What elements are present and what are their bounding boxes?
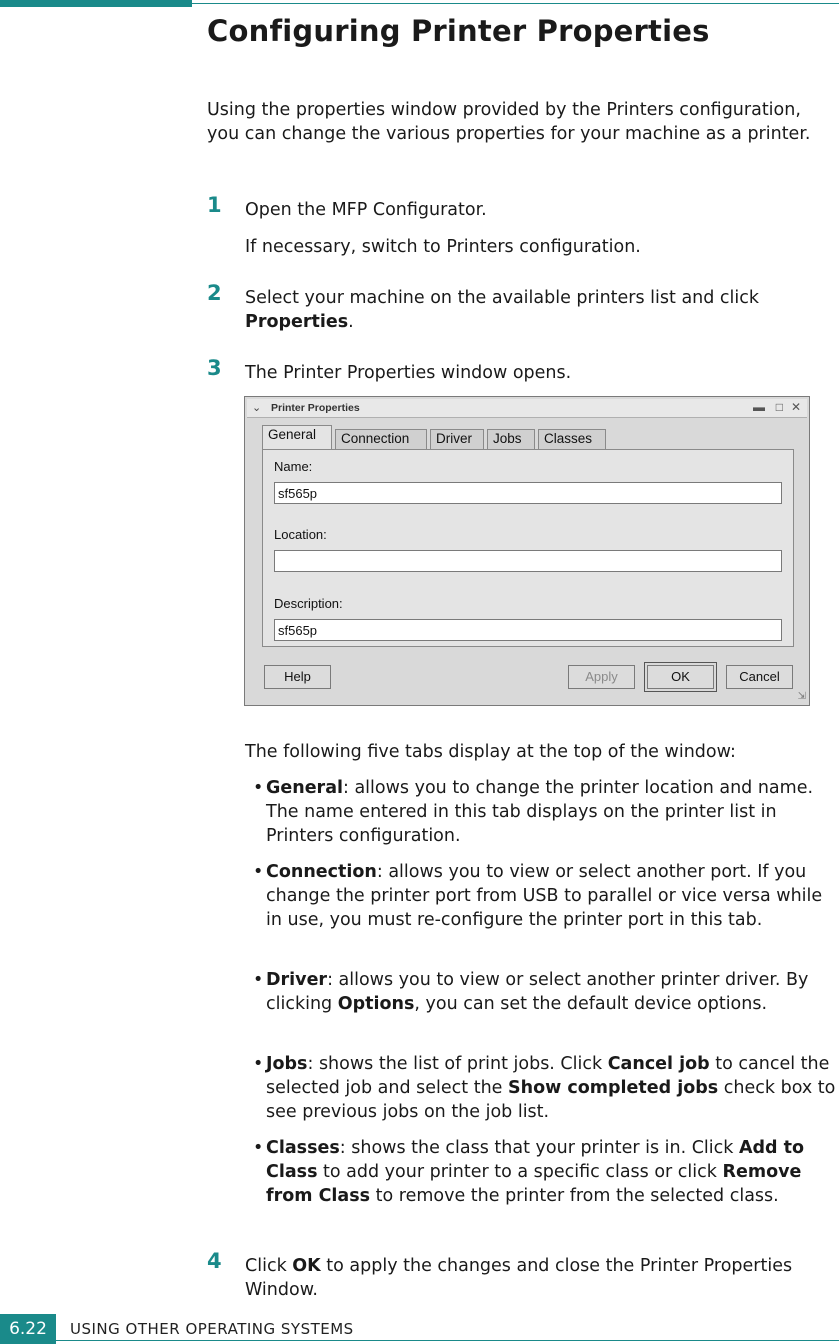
bullet-icon: • (253, 1054, 264, 1074)
header-rule (192, 3, 839, 4)
printer-properties-dialog (244, 396, 810, 706)
bullet-connection: Connection: allows you to view or select another port. If you change the printer port from USB to parallel or vice versa while in use, you must re-configure the printer port in this tab. (266, 862, 823, 930)
step-3-number: 3 (207, 356, 222, 380)
step-1-number: 1 (207, 193, 222, 217)
page-number: 6.22 (0, 1314, 56, 1344)
maximize-icon[interactable]: □ (775, 400, 783, 414)
tab-general[interactable]: General (262, 425, 332, 450)
description-label: Description: (274, 596, 343, 611)
ok-term: OK (292, 1256, 321, 1276)
apply-button[interactable]: Apply (568, 665, 635, 689)
tab-classes[interactable]: Classes (538, 429, 606, 449)
step-1-text: Open the MFP Configurator. (245, 200, 487, 220)
bullet-icon: • (253, 970, 264, 990)
bullet-classes: Classes: shows the class that your printer is in. Click Add to Class to add your printer to a specific class or click Remove from Class to remove the printer from the selected class. (266, 1138, 805, 1206)
tab-driver[interactable]: Driver (430, 429, 484, 449)
tab-connection[interactable]: Connection (335, 429, 427, 449)
step-4-number: 4 (207, 1249, 222, 1273)
step-3-text: The Printer Properties window opens. (245, 363, 572, 383)
minimize-icon[interactable]: ▬ (753, 400, 765, 414)
dialog-title: Printer Properties (271, 402, 360, 414)
location-input[interactable] (274, 550, 782, 572)
step-2-text: Select your machine on the available printers list and click Properties. (245, 288, 760, 332)
close-icon[interactable]: ✕ (790, 400, 801, 414)
step-4-text: Click OK to apply the changes and close the Printer Properties Window. (245, 1256, 793, 1300)
bullet-icon: • (253, 862, 264, 882)
tabs-intro: The following five tabs display at the top of the window: (245, 742, 736, 762)
dialog-titlebar (247, 399, 807, 418)
window-menu-icon[interactable]: ⌄ (252, 402, 262, 414)
properties-term: Properties (245, 312, 349, 332)
ok-button[interactable]: OK (647, 665, 714, 689)
section-title: USING OTHER OPERATING SYSTEMS (70, 1320, 354, 1338)
bullet-driver: Driver: allows you to view or select another printer driver. By clicking Options, you can set the default device options. (266, 970, 809, 1014)
intro-paragraph: Using the properties window provided by the Printers configuration, you can change the various properties for your machine as a printer. (207, 100, 811, 144)
page-title: Configuring Printer Properties (207, 14, 710, 48)
step-1-subtext: If necessary, switch to Printers configuration. (245, 237, 641, 257)
help-button[interactable]: Help (264, 665, 331, 689)
footer-rule (56, 1340, 839, 1341)
cancel-button[interactable]: Cancel (726, 665, 793, 689)
step-2-number: 2 (207, 281, 222, 305)
bullet-jobs: Jobs: shows the list of print jobs. Click Cancel job to cancel the selected job and select the Show completed jobs check box to see previous jobs on the job list. (266, 1054, 836, 1122)
location-label: Location: (274, 527, 327, 542)
bullet-general: General: allows you to change the printer location and name. The name entered in this tab displays on the printer list in Printers configuration. (266, 778, 814, 846)
description-input[interactable] (274, 619, 782, 641)
general-tab-panel (262, 449, 794, 647)
name-input[interactable] (274, 482, 782, 504)
bullet-icon: • (253, 1138, 264, 1158)
name-label: Name: (274, 459, 313, 474)
tab-jobs[interactable]: Jobs (487, 429, 535, 449)
bullet-icon: • (253, 778, 264, 798)
resize-grip-icon[interactable]: ⇲ (797, 691, 806, 702)
header-accent-bar (0, 0, 192, 7)
